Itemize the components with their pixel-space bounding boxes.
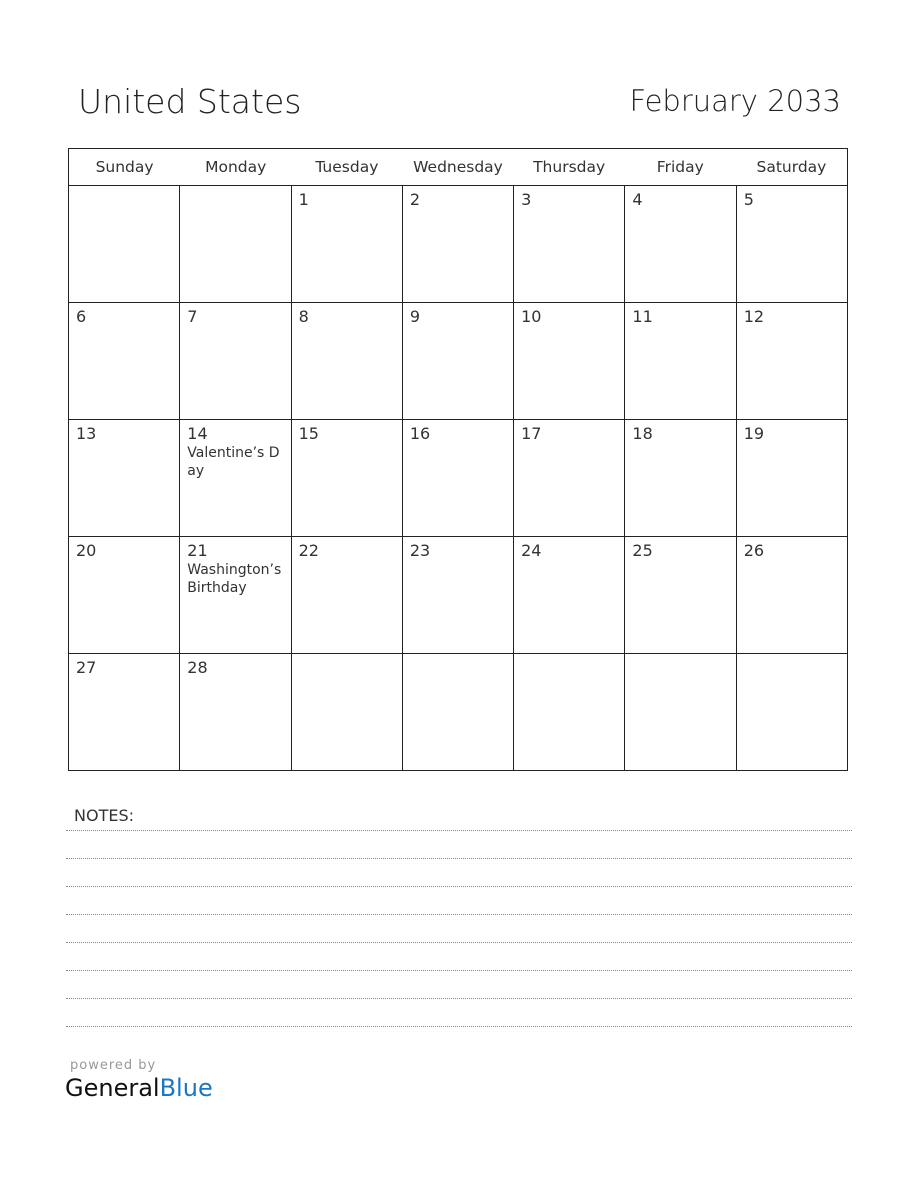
day-number: 18 — [632, 424, 653, 443]
notes-line — [66, 970, 852, 971]
day-number: 14 — [187, 424, 208, 443]
day-number: 5 — [743, 190, 754, 209]
day-number: 8 — [298, 307, 309, 326]
week-row — [69, 420, 847, 537]
day-cell — [403, 303, 514, 419]
day-number: 15 — [298, 424, 319, 443]
day-cell — [625, 537, 736, 653]
day-cell — [625, 420, 736, 536]
weekday-tuesday: Tuesday — [315, 158, 379, 176]
week-row — [69, 186, 847, 303]
week-row — [69, 537, 847, 654]
day-number: 22 — [298, 541, 319, 560]
weekday-saturday: Saturday — [756, 158, 827, 176]
day-cell — [514, 186, 625, 302]
notes-line — [66, 942, 852, 943]
day-cell — [625, 186, 736, 302]
notes-line — [66, 886, 852, 887]
day-number: 9 — [409, 307, 421, 326]
notes-label: NOTES: — [74, 806, 134, 825]
day-number: 3 — [521, 190, 532, 209]
day-cell — [737, 420, 847, 536]
day-cell — [403, 186, 514, 302]
day-number: 20 — [76, 541, 97, 560]
day-cell — [180, 186, 291, 302]
day-number: 26 — [743, 541, 765, 560]
day-cell — [180, 420, 291, 536]
day-number: 23 — [409, 541, 431, 560]
weekday-friday: Friday — [656, 158, 704, 176]
day-cell — [403, 420, 514, 536]
week-row — [69, 303, 847, 420]
day-cell — [292, 537, 403, 653]
week-row — [69, 654, 847, 770]
day-number: 2 — [409, 190, 421, 209]
notes-line — [66, 1026, 852, 1027]
day-cell — [292, 186, 403, 302]
weekday-monday: Monday — [205, 158, 267, 176]
holiday-label: Washington’s Birthday — [187, 562, 282, 596]
day-number: 13 — [76, 424, 97, 443]
day-number: 16 — [409, 424, 431, 443]
day-cell — [737, 537, 847, 653]
weekday-header — [69, 149, 847, 186]
day-number: 19 — [743, 424, 765, 443]
notes-line — [66, 914, 852, 915]
day-cell — [625, 654, 736, 770]
day-number: 10 — [521, 307, 542, 326]
day-cell — [180, 303, 291, 419]
day-number: 11 — [632, 307, 653, 326]
country-title: United States — [78, 82, 302, 121]
day-cell — [514, 537, 625, 653]
day-cell — [69, 420, 180, 536]
day-cell — [180, 654, 291, 770]
brand-blue: Blue — [159, 1074, 213, 1102]
weekday-wednesday: Wednesday — [413, 158, 503, 176]
day-number: 24 — [521, 541, 542, 560]
weekday-thursday: Thursday — [533, 158, 606, 176]
day-cell — [403, 654, 514, 770]
brand-logo — [65, 1074, 213, 1102]
day-cell — [69, 303, 180, 419]
day-cell — [292, 303, 403, 419]
day-number: 12 — [743, 307, 765, 326]
notes-line — [66, 830, 852, 831]
day-number: 17 — [521, 424, 542, 443]
day-number: 28 — [187, 658, 208, 677]
notes-line — [66, 998, 852, 999]
day-cell — [514, 303, 625, 419]
day-cell — [180, 537, 291, 653]
notes-line — [66, 858, 852, 859]
day-cell — [292, 420, 403, 536]
day-cell — [69, 537, 180, 653]
day-number: 25 — [632, 541, 653, 560]
day-cell — [69, 654, 180, 770]
month-title: February 2033 — [629, 84, 841, 118]
day-cell — [514, 420, 625, 536]
holiday-label: Valentine’s Day — [187, 445, 280, 479]
day-cell — [625, 303, 736, 419]
day-number: 27 — [76, 658, 97, 677]
day-cell — [292, 654, 403, 770]
day-number: 4 — [632, 190, 643, 209]
day-cell — [403, 537, 514, 653]
brand-general: General — [65, 1074, 160, 1102]
day-cell — [737, 654, 847, 770]
day-cell — [737, 303, 847, 419]
day-number: 1 — [298, 190, 309, 209]
calendar-grid — [68, 148, 848, 771]
day-number: 6 — [76, 307, 87, 326]
day-number: 21 — [187, 541, 208, 560]
day-cell — [69, 186, 180, 302]
day-cell — [737, 186, 847, 302]
day-cell — [514, 654, 625, 770]
weekday-sunday: Sunday — [95, 158, 154, 176]
powered-by: powered by — [70, 1058, 157, 1073]
day-number: 7 — [187, 307, 198, 326]
